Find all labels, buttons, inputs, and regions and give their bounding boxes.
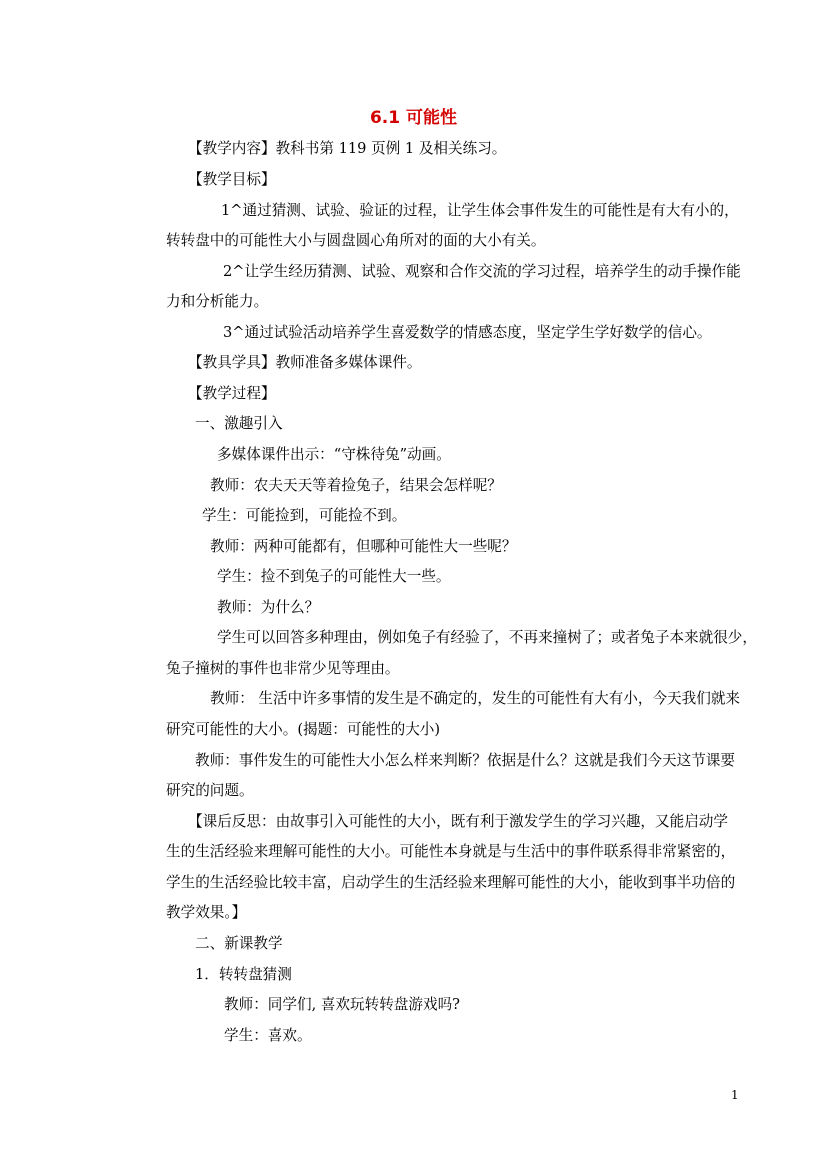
text-line: 学生：喜欢。	[224, 1027, 312, 1044]
text-line: 【教学目标】	[188, 171, 276, 188]
text-line: 研究可能性的大小。(揭题：可能性的大小)	[166, 721, 441, 738]
text-line: 学生的生活经验比较丰富，启动学生的生活经验来理解可能性的大小，能收到事半功倍的	[166, 874, 736, 891]
text-line: 1^通过猜测、试验、验证的过程，让学生体会事件发生的可能性是有大有小的，	[221, 202, 739, 219]
page-number: 1	[731, 1088, 739, 1102]
text-line: 教师：农夫天天等着捡兔子，结果会怎样呢？	[210, 477, 502, 494]
text-line: 教师：同学们, 喜欢玩转转盘游戏吗?	[224, 996, 461, 1013]
text-line: 生的生活经验来理解可能性的大小。可能性本身就是与生活中的事件联系得非常紧密的，	[166, 843, 736, 860]
text-line: 多媒体课件出示：“守株待兔”动画。	[217, 446, 451, 463]
text-line: 【课后反思：由故事引入可能性的大小，既有利于激发学生的学习兴趣，又能启动学	[188, 813, 728, 830]
text-line: 1．转转盘猜测	[195, 966, 292, 983]
text-line: 教师：事件发生的可能性大小怎么样来判断？依据是什么？这就是我们今天这节课要	[195, 752, 735, 769]
text-line: 教师：为什么？	[217, 599, 320, 616]
text-line: 学生可以回答多种理由，例如兔子有经验了，不再来撞树了；或者兔子本来就很少，	[217, 629, 757, 646]
text-line: 【教学内容】教科书第 119 页例 1 及相关练习。	[188, 140, 507, 157]
text-line: 一、激趣引入	[195, 415, 283, 432]
text-line: 转转盘中的可能性大小与圆盘圆心角所对的面的大小有关。	[166, 232, 546, 249]
text-line: 教学效果。】	[166, 904, 247, 921]
text-line: 学生：可能捡到，可能捡不到。	[202, 507, 407, 524]
text-line: 研究的问题。	[166, 782, 254, 799]
text-line: 教师：两种可能都有，但哪种可能性大一些呢？	[210, 538, 517, 555]
text-line: 力和分析能力。	[166, 293, 269, 310]
text-line: 【教学过程】	[188, 385, 276, 402]
text-line: 教师： 生活中许多事情的发生是不确定的，发生的可能性有大有小，今天我们就来	[210, 690, 741, 707]
text-line: 二、新课教学	[195, 935, 283, 952]
text-line: 学生：捡不到兔子的可能性大一些。	[217, 568, 451, 585]
text-line: 兔子撞树的事件也非常少见等理由。	[166, 660, 400, 677]
text-line: 3^通过试验活动培养学生喜爱数学的情感态度，坚定学生学好数学的信心。	[223, 324, 712, 341]
page-title: 6.1 可能性	[369, 108, 458, 128]
text-line: 2^让学生经历猜测、试验、观察和合作交流的学习过程，培养学生的动手操作能	[223, 263, 741, 280]
text-line: 【教具学具】教师准备多媒体课件。	[188, 354, 422, 371]
